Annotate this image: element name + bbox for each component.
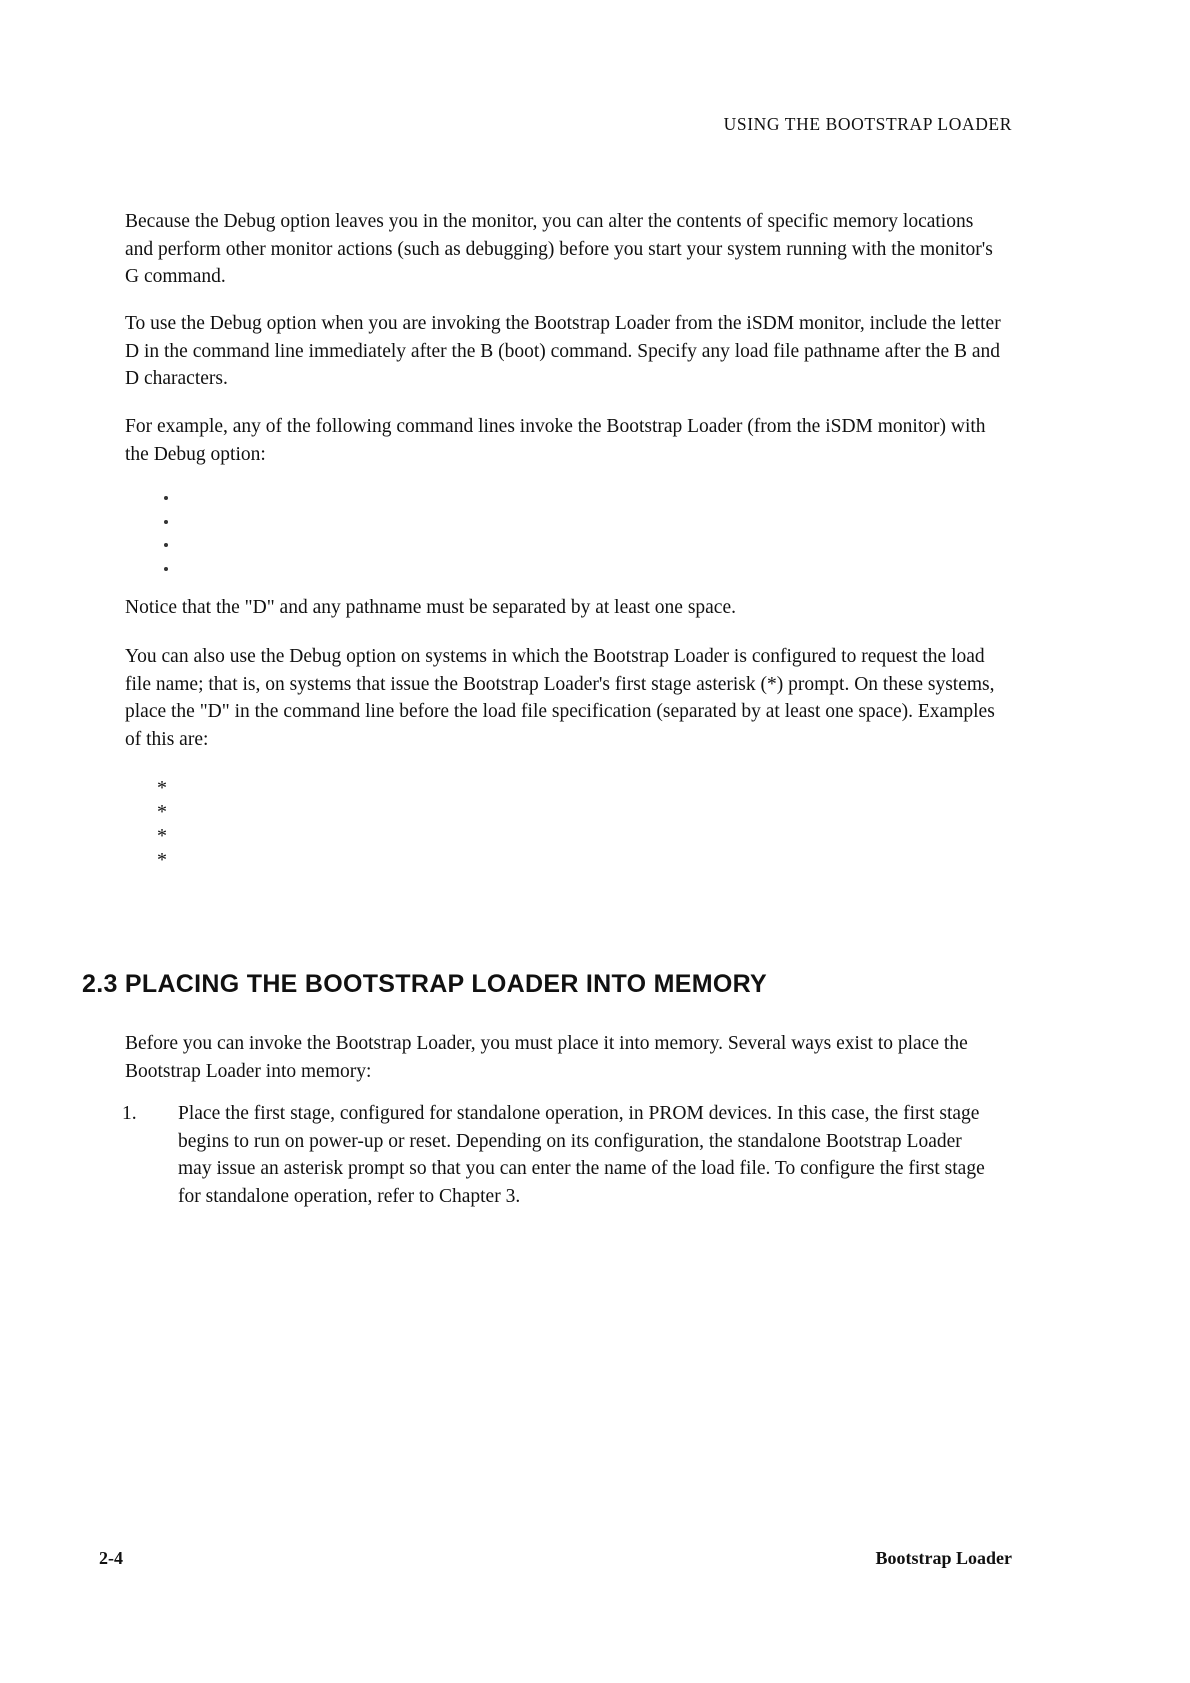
- list-item-number: 1.: [122, 1103, 137, 1124]
- asterisk-prompt: *: [157, 777, 167, 799]
- list-item-text: Place the first stage, configured for standalone operation, in PROM devices. In this case, the first stage begins to run on power-up or reset. Depending on its configuration, the standalone Bootstrap Loader may issue an asterisk prompt so that you can enter the name of the load file. To configure the first stage for standalone operation, refer to Chapter 3.: [178, 1103, 985, 1207]
- paragraph-example-intro: For example, any of the following command lines invoke the Bootstrap Loader (from the iSDM monitor) with the Debug option:: [125, 416, 986, 465]
- ellipsis-dot: [164, 567, 168, 571]
- paragraph-section-intro: Before you can invoke the Bootstrap Loader, you must place it into memory. Several ways exist to place the Bootstrap Loader into memory:: [125, 1033, 968, 1082]
- paragraph-debug-usage: To use the Debug option when you are invoking the Bootstrap Loader from the iSDM monitor, include the letter D in the command line immediately after the B (boot) command. Specify any load file pathname after the B and D characters.: [125, 313, 1001, 389]
- page-number: 2-4: [99, 1548, 123, 1568]
- ellipsis-dot: [164, 520, 168, 524]
- asterisk-prompt: *: [157, 849, 167, 871]
- paragraph-notice: Notice that the "D" and any pathname must be separated by at least one space.: [125, 597, 736, 618]
- asterisk-prompt: *: [157, 801, 167, 823]
- footer-book-title: Bootstrap Loader: [875, 1548, 1012, 1568]
- running-header: USING THE BOOTSTRAP LOADER: [723, 114, 1012, 134]
- paragraph-debug-prompt: You can also use the Debug option on systems in which the Bootstrap Loader is configured to request the load file name; that is, on systems that issue the Bootstrap Loader's first stage asterisk (*) prompt. On these systems, place the "D" in the command line before the load file specification (separated by at least one space). Examples of this are:: [125, 646, 995, 750]
- ellipsis-dot: [164, 543, 168, 547]
- paragraph-debug-intro: Because the Debug option leaves you in the monitor, you can alter the contents of specific memory locations and perform other monitor actions (such as debugging) before you start your system running with the monitor's G command.: [125, 211, 993, 287]
- section-heading: 2.3 PLACING THE BOOTSTRAP LOADER INTO MEMORY: [82, 970, 768, 998]
- asterisk-prompt: *: [157, 825, 167, 847]
- ellipsis-dot: [164, 496, 168, 500]
